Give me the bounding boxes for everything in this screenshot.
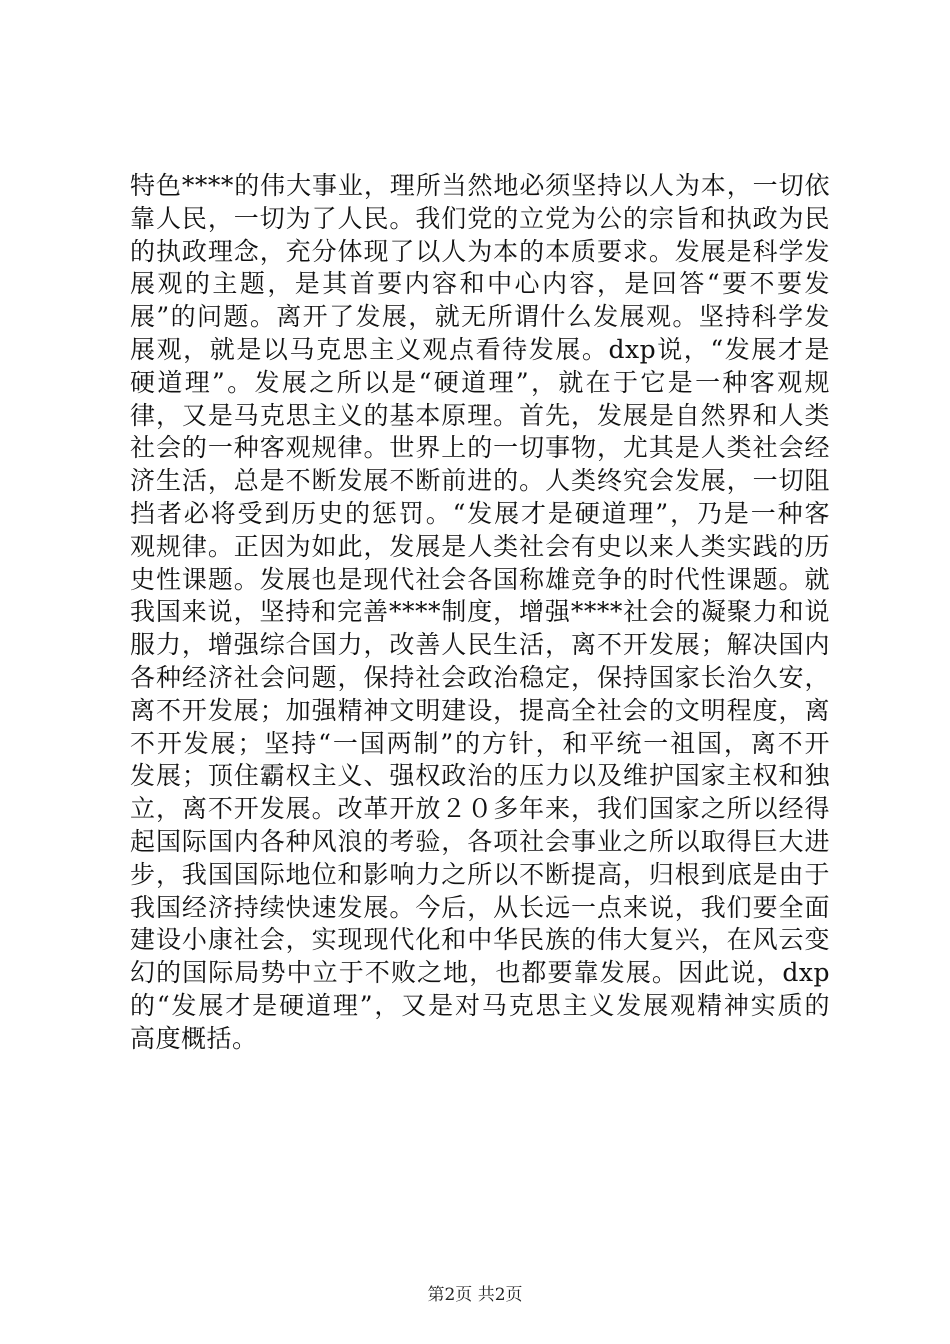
page-number-footer: 第2页 共2页 bbox=[427, 1285, 523, 1305]
text-line: 各种经济社会问题，保持社会政治稳定，保持国家长治久安， bbox=[130, 662, 830, 692]
text-line: 硬道理”。发展之所以是“硬道理”，就在于它是一种客观规 bbox=[130, 367, 830, 397]
text-line: 步，我国国际地位和影响力之所以不断提高，归根到底是由于 bbox=[130, 859, 830, 889]
text-line: 高度概括。 bbox=[130, 1023, 258, 1053]
text-line: 不开发展；坚持“一国两制”的方针，和平统一祖国，离不开 bbox=[130, 728, 830, 758]
text-line: 的执政理念，充分体现了以人为本的本质要求。发展是科学发 bbox=[130, 236, 830, 266]
text-line: 展观的主题，是其首要内容和中心内容，是回答“要不要发 bbox=[130, 269, 830, 299]
text-line: 幻的国际局势中立于不败之地，也都要靠发展。因此说，dxp bbox=[130, 958, 830, 988]
text-line: 发展；顶住霸权主义、强权政治的压力以及维护国家主权和独 bbox=[130, 761, 830, 791]
text-line: 史性课题。发展也是现代社会各国称雄竞争的时代性课题。就 bbox=[130, 564, 830, 594]
text-line: 起国际国内各种风浪的考验，各项社会事业之所以取得巨大进 bbox=[130, 826, 830, 856]
text-line: 展”的问题。离开了发展，就无所谓什么发展观。坚持科学发 bbox=[130, 302, 830, 332]
text-line: 的“发展才是硬道理”，又是对马克思主义发展观精神实质的 bbox=[130, 990, 830, 1020]
text-line: 靠人民，一切为了人民。我们党的立党为公的宗旨和执政为民 bbox=[130, 203, 830, 233]
text-line: 济生活，总是不断发展不断前进的。人类终究会发展，一切阻 bbox=[130, 466, 830, 496]
text-line: 特色****的伟大事业，理所当然地必须坚持以人为本，一切依 bbox=[130, 171, 830, 200]
text-line: 挡者必将受到历史的惩罚。“发展才是硬道理”，乃是一种客 bbox=[130, 498, 830, 528]
text-line: 建设小康社会，实现现代化和中华民族的伟大复兴，在风云变 bbox=[130, 925, 830, 955]
body-paragraph bbox=[130, 170, 830, 1056]
text-line: 离不开发展；加强精神文明建设，提高全社会的文明程度，离 bbox=[130, 695, 830, 725]
text-line: 律，又是马克思主义的基本原理。首先，发展是自然界和人类 bbox=[130, 400, 830, 430]
text-line: 展观，就是以马克思主义观点看待发展。dxp说，“发展才是 bbox=[130, 334, 830, 364]
text-line: 观规律。正因为如此，发展是人类社会有史以来人类实践的历 bbox=[130, 531, 830, 561]
text-line: 服力，增强综合国力，改善人民生活，离不开发展；解决国内 bbox=[130, 630, 830, 660]
text-line: 我国来说，坚持和完善****制度，增强****社会的凝聚力和说 bbox=[130, 597, 830, 627]
text-line: 社会的一种客观规律。世界上的一切事物，尤其是人类社会经 bbox=[130, 433, 830, 463]
text-line: 我国经济持续快速发展。今后，从长远一点来说，我们要全面 bbox=[130, 892, 830, 922]
text-line: 立，离不开发展。改革开放２０多年来，我们国家之所以经得 bbox=[130, 794, 830, 824]
